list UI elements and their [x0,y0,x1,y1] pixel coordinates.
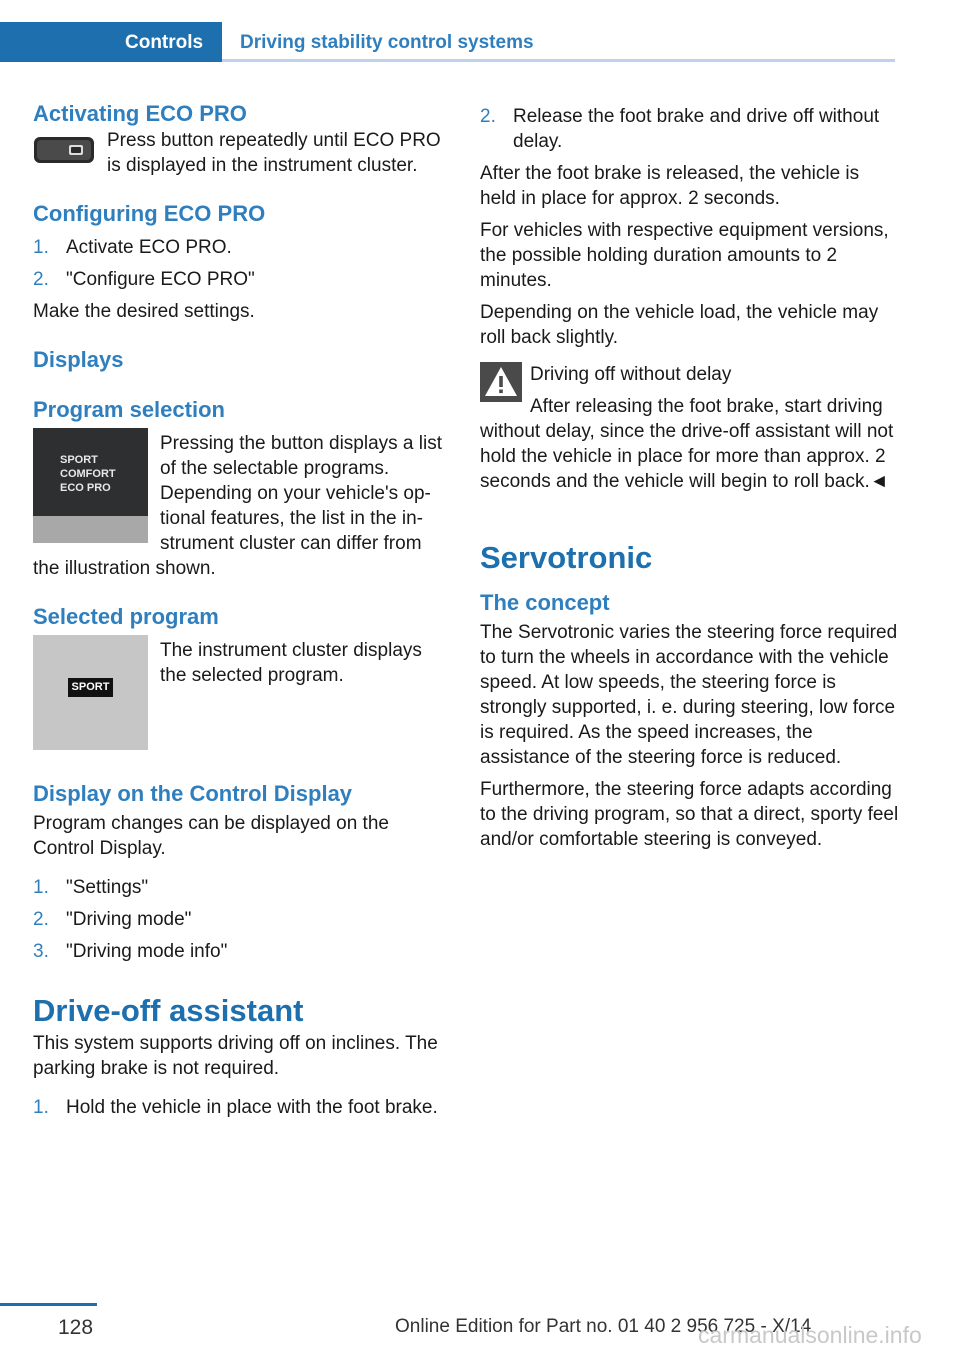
warning-icon [480,362,522,402]
program-selection-section [33,396,448,581]
paragraph: For vehicles with respective equipment versions, the possible holding duration amounts to 2 minutes. [480,220,889,291]
step-text: Hold the vehicle in place with the foot brake. [66,1097,438,1118]
section-title[interactable]: Driving stability control systems [240,32,534,53]
selected-program-figure [33,635,148,750]
section-text: Program changes can be displayed on the Control Display. [33,813,389,859]
list-item [33,1095,448,1120]
sport-badge: SPORT [68,678,113,697]
list-item [33,907,448,932]
footer-rule [0,1303,97,1306]
watermark: carmanualsonline.info [698,1322,922,1348]
edition-text: Online Edition for Part no. 01 40 2 956 725 - X/14 [395,1316,812,1337]
list-item [33,235,448,260]
list-item [33,267,448,292]
warning-block [480,362,900,494]
figure-lower-band [33,516,148,543]
section-text: This system supports driving off on inclines. The parking brake is not required. [33,1033,438,1079]
displays-heading: Displays [33,347,124,372]
step-number: 1. [33,1097,49,1118]
section-text: Make the desired settings. [33,301,255,322]
eco-pro-button-icon [33,136,95,164]
servotronic-section [480,539,900,852]
left-column [33,100,448,1120]
step-number: 1. [33,877,49,898]
right-column [480,100,900,852]
configuring-eco-pro-section [33,200,448,324]
section-heading: Configuring ECO PRO [33,201,266,226]
program-option: SPORT [60,454,98,466]
program-option: COMFORT [60,468,116,480]
step-text: "Configure ECO PRO" [66,269,255,290]
list-item [33,875,448,900]
section-text: Press button repeatedly until ECO PRO is displayed in the instrument cluster. [107,130,441,176]
section-text: Pressing the button displays a list of the selectable programs. Depending on your vehicle's optional features, the list in the instrument cluster can differ from the illustration shown. [33,433,442,579]
section-heading: Selected program [33,604,219,629]
paragraph: The Servotronic varies the steering force required to turn the wheels in accordance with the vehicle speed. At low speeds, the steering force is strongly supported, i. e. during steering, low force is required. As the speed increases, the assistance of the steering force is reduced. [480,622,898,768]
step-text: "Driving mode info" [66,941,228,962]
page-header [0,22,895,62]
step-text: "Settings" [66,877,149,898]
paragraph: Depending on the vehicle load, the vehicle may roll back slightly. [480,302,879,348]
chapter-heading: Drive-off assistant [33,993,304,1028]
paragraph: After the foot brake is released, the vehicle is held in place for approx. 2 seconds. [480,163,860,209]
section-heading: The concept [480,590,610,615]
activating-eco-pro-section [33,100,448,178]
step-number: 3. [33,941,49,962]
header-rule [222,59,895,62]
list-item [480,104,900,154]
step-text: "Driving mode" [66,909,192,930]
step-text: Release the foot brake and drive off without delay. [513,106,880,152]
step-number: 2. [33,269,49,290]
program-list-figure [33,428,148,543]
page-number: 128 [58,1316,94,1339]
list-item [33,939,448,964]
step-number: 2. [33,909,49,930]
warning-text: After releasing the foot brake, start driving without delay, since the drive-off assistant will not hold the vehicle in place for more than approx. 2 seconds and the vehicle will begin to roll back.◄ [480,396,894,492]
section-heading: Program selection [33,397,225,422]
section-heading: Display on the Control Display [33,781,353,806]
drive-off-section [33,992,448,1120]
program-list [60,453,116,495]
step-number: 1. [33,237,49,258]
chapter-heading: Servotronic [480,540,653,575]
chapter-tab[interactable]: Controls [0,22,222,62]
section-text: The instrument cluster displays the selected program. [160,640,422,686]
step-number: 2. [480,106,496,127]
display-control-section [33,780,448,964]
warning-title: Driving off without delay [530,364,732,385]
paragraph: Furthermore, the steering force adapts according to the driving program, so that a direct, sporty feel and/or comfortable steering is conveyed. [480,779,899,850]
program-option: ECO PRO [60,482,111,494]
section-heading: Activating ECO PRO [33,101,247,126]
selected-program-section [33,603,448,750]
step-text: Activate ECO PRO. [66,237,232,258]
